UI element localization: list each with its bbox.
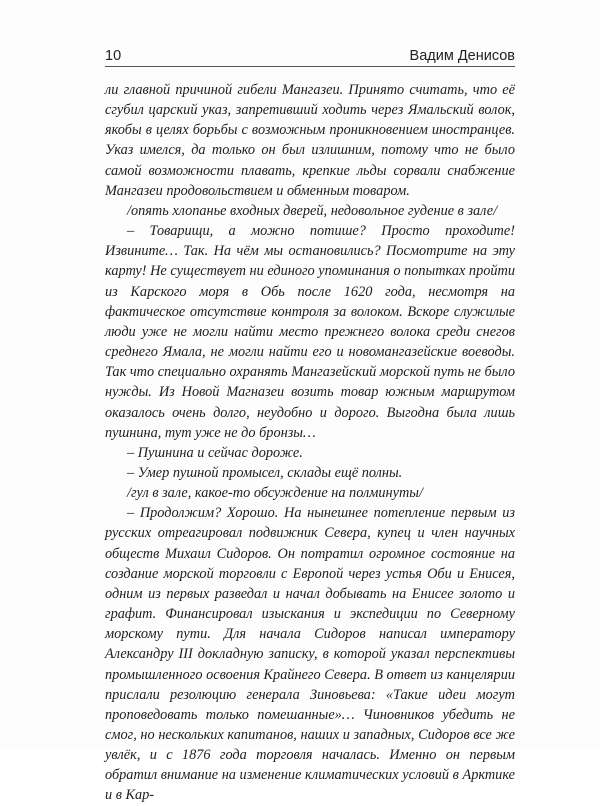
header-rule [105,66,515,67]
body-text [105,80,515,806]
running-header [105,42,515,64]
paragraph: /опять хлопанье входных дверей, недовольное гудение в зале/ [127,202,498,219]
page-number: 10 [105,48,122,64]
author-name: Вадим Денисов [409,48,515,64]
paragraph: – Умер пушной промысел, склады ещё полны. [127,464,403,481]
paragraph: /гул в зале, какое-то обсуждение на полминуты/ [127,485,423,502]
paragraph: – Товарищи, а можно потише? Просто проходите! Извините… Так. На чём мы остановились? Посмотрите на эту карту! Не существует ни единого упоминания о попытках пройти из Карского моря в Обь после 1620 года, несмотря на фактическое отсутствие контроля за волоком. Вскоре служилые люди уже не могли найти место прежнего волока среди снегов среднего Ямала, не могли найти его и новомангазейские воеводы. Так что специально охранять Мангазейский морской путь не было нужды. Из Новой Магназеи возить товар южным маршрутом оказалось очень долго, неудобно и дорого. Выгодна была лишь пушнина, тут уже не до бронзы… [105,223,515,441]
paragraph: – Пушнина и сейчас дороже. [127,444,303,461]
paragraph: ли главной причиной гибели Мангазеи. Принято считать, что её сгубил царский указ, запретивший ходить через Ямальский волок, якобы в целях борьбы с возможным проникновением иностранцев. Указ имелся, да только он был излишним, потому что не было самой возможности плавать, крепкие льды сорвали снабжение Мангазеи продовольствием и обменным товаром. [105,82,515,199]
paragraph: – Продолжим? Хорошо. На нынешнее потепление первым из русских отреагировал подвижник Севера, купец и член научных обществ Михаил Сидоров. Он потратил огромное состояние на создание морской торговли с Европой через устья Оби и Енисея, одним из первых разведал и начал добывать на Енисее золото и графит. Финансировал изыскания и экспедиции по Северному морскому пути. Для начала Сидоров написал императору Александру III докладную записку, в которой указал перспективы промышленного освоения Крайнего Севера. В ответ из канцелярии прислали резолюцию генерала Зиновьева: «Такие идеи могут проповедовать только помешанные»… Чиновников убедить не смог, но нескольких капитанов, наших и западных, Сидоров все же увлёк, и с 1876 года торговля началась. Именно он первым обратил внимание на изменение климатических условий в Арктике и в Кар- [105,505,515,804]
